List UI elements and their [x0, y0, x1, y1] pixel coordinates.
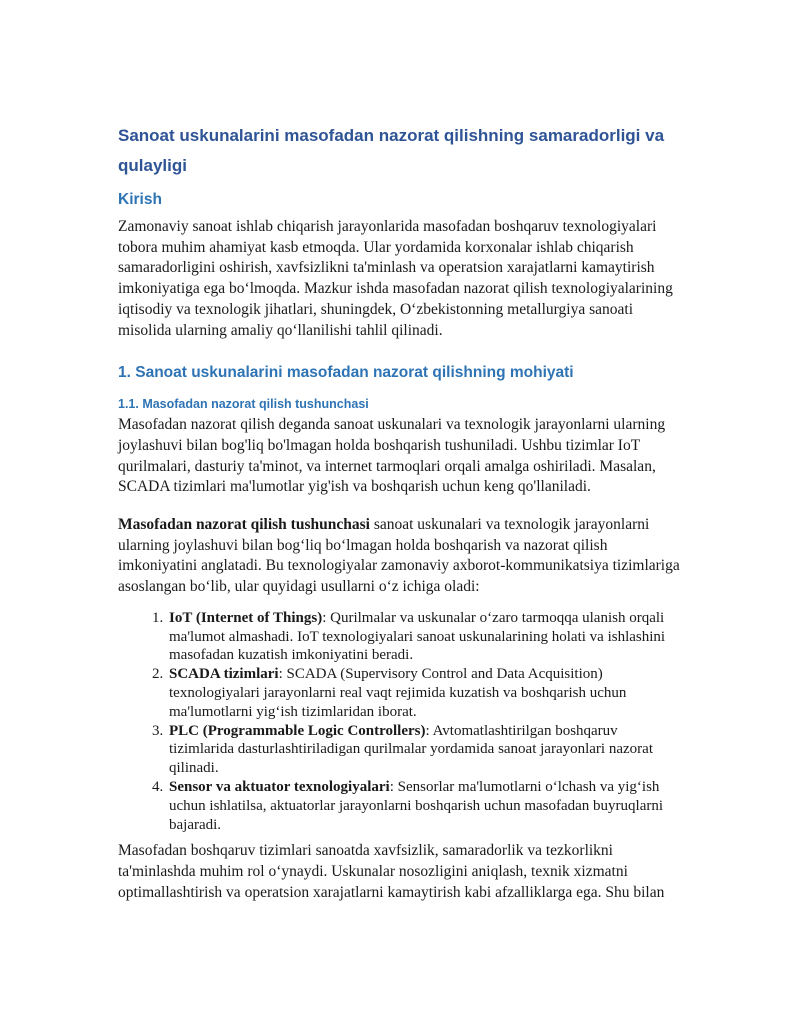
paragraph-intro: Zamonaviy sanoat ishlab chiqarish jarayonlarida masofadan boshqaruv texnologiyalari tobora muhim ahamiyat kasb etmoqda. Ular yordamida korxonalar ishlab chiqarish samaradorligini oshirish, xavfsizlikni ta'minlash va operatsion xarajatlarni kamaytirish imkoniyatiga ega boʻlmoqda. Mazkur ishda masofadan nazorat qilish texnologiyalarining iqtisodiy va texnologik jihatlari, shuningdek, Oʻzbekistonning metallurgiya sanoati misolida ularning amaliy qoʻllanilishi tahlil qilinadi.: [118, 218, 673, 339]
paragraph-concept: [118, 515, 682, 598]
heading-section-1-1: 1.1. Masofadan nazorat qilish tushunchasi: [118, 397, 369, 412]
methods-numbered-list: [118, 609, 682, 835]
paragraph-benefits: Masofadan boshqaruv tizimlari sanoatda xavfsizlik, samaradorlik va tezkorlikni ta'minlashda muhim rol oʻynaydi. Uskunalar nosozligini aniqlash, texnik xizmatni optimallashtirish va operatsion xarajatlarni kamaytirish kabi afzalliklarga ega. Shu bilan: [118, 842, 665, 901]
heading-kirish: Kirish: [118, 191, 162, 208]
paragraph-concept-body: sanoat uskunalari va texnologik jarayonlarni ularning joylashuvi bilan bogʻliq boʻlmagan holda boshqarish va nazorat qilish imkoniyatini anglatadi. Bu texnologiyalar zamonaviy axborot-kommunikatsiya tizimlariga asoslangan boʻlib, ular quyidagi usullarni oʻz ichiga oladi:: [118, 516, 680, 596]
list-item-plc-description: : Avtomatlashtirilgan boshqaruv tizimlarida dasturlashtiriladigan qurilmalar yordamida sanoat jarayonlari nazorat qilinadi.: [169, 722, 653, 777]
paragraph-definition: Masofadan nazorat qilish deganda sanoat uskunalari va texnologik jarayonlarni ularning joylashuvi bilan bog'liq bo'lmagan holda boshqarish tushuniladi. Ushbu tizimlar IoT qurilmalari, dasturiy ta'minot, va internet tarmoqlari orqali amalga oshiriladi. Masalan, SCADA tizimlari ma'lumotlar yig'ish va boshqarish uchun keng qo'llaniladi.: [118, 416, 666, 496]
list-item-sensor-description: : Sensorlar ma'lumotlarni oʻlchash va yigʻish uchun ishlatilsa, aktuatorlar jarayonlarni boshqarish uchun masofadan buyruqlarni bajaradi.: [169, 779, 664, 833]
list-item-iot-term: IoT (Internet of Things): [169, 609, 323, 626]
list-item-sensor: [167, 778, 682, 834]
list-item-sensor-term: Sensor va aktuator texnologiyalari: [169, 779, 390, 796]
list-item-plc-term: PLC (Programmable Logic Controllers): [169, 722, 426, 739]
paragraph-concept-bold-lead: Masofadan nazorat qilish tushunchasi: [118, 516, 370, 534]
list-item-iot-description: : Qurilmalar va uskunalar oʻzaro tarmoqqa ulanish orqali ma'lumot almashadi. IoT texnologiyalari sanoat uskunalarining holati va ishlashini masofadan kuzatish imkoniyatini beradi.: [169, 609, 666, 664]
list-item-scada-term: SCADA tizimlari: [169, 666, 279, 683]
list-item-scada-description: : SCADA (Supervisory Control and Data Acquisition) texnologiyalari jarayonlarni real vaqt rejimida kuzatish va boshqarish uchun ma'lumotlarni yigʻish tizimlaridan iborat.: [169, 666, 627, 720]
list-item-iot: [167, 609, 682, 665]
heading-section-1: 1. Sanoat uskunalarini masofadan nazorat qilishning mohiyati: [118, 364, 574, 382]
list-item-scada: [167, 665, 682, 721]
list-item-plc: [167, 722, 682, 778]
document-title: Sanoat uskunalarini masofadan nazorat qilishning samaradorligi va qulayligi: [118, 126, 665, 175]
